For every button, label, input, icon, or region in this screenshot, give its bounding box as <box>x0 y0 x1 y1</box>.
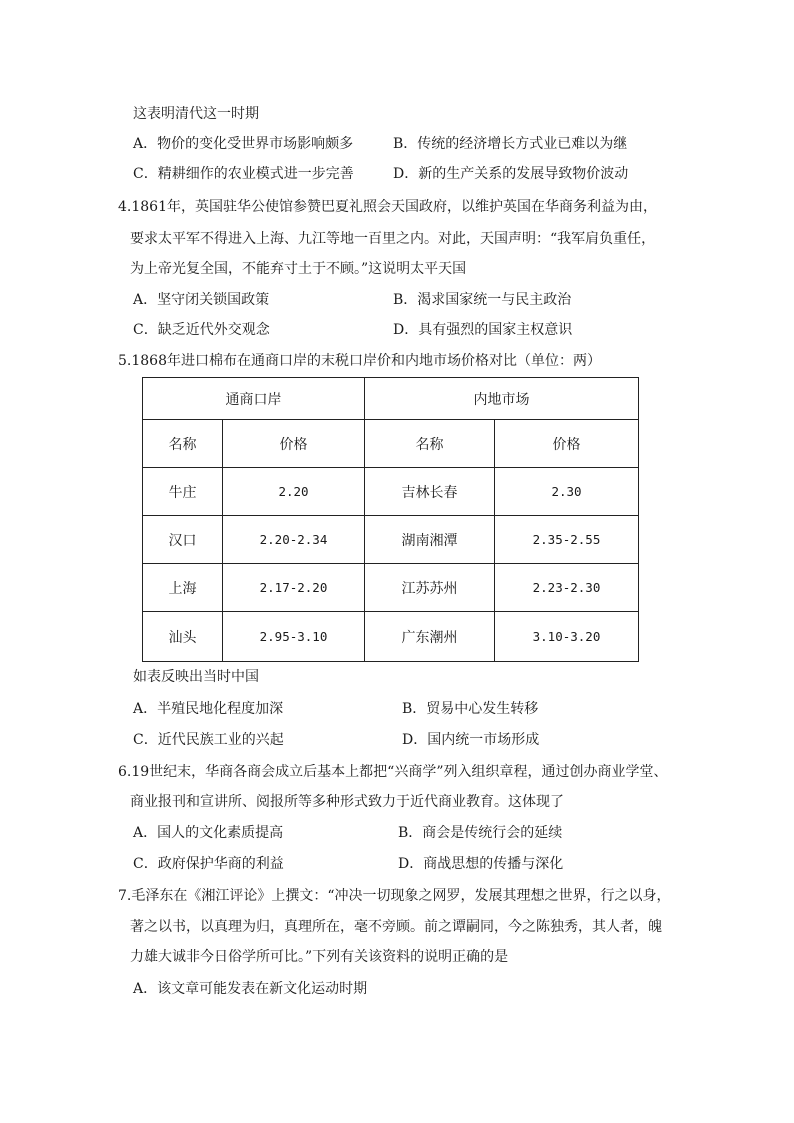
q4-stem-line-1: 4.1861年，英国驻华公使馆参赞巴夏礼照会天国政府，以维护英国在华商务利益为由， <box>118 199 657 215</box>
q4-option-c: C．缺乏近代外交观念 <box>133 322 270 338</box>
port-name: 汕头 <box>143 612 223 662</box>
q6-option-a: A．国人的文化素质提高 <box>133 825 284 841</box>
q6-stem-line-2: 商业报刊和宣讲所、阅报所等多种形式致力于近代商业教育。这体现了 <box>130 794 564 810</box>
q3-option-a: A．物价的变化受世界市场影响颇多 <box>133 136 354 152</box>
inland-price: 2.23-2.30 <box>495 564 639 612</box>
q7-option-a: A．该文章可能发表在新文化运动时期 <box>133 981 368 997</box>
table-col-header-row <box>143 420 639 468</box>
q5-question: 如表反映出当时中国 <box>133 669 259 685</box>
q7-stem-line-1: 7.毛泽东在《湘江评论》上撰文：“冲决一切现象之网罗，发展其理想之世界，行之以身， <box>118 888 671 904</box>
q6-option-c: C．政府保护华商的利益 <box>133 856 284 872</box>
q4-option-b: B．渴求国家统一与民主政治 <box>393 292 572 308</box>
q7-stem-line-3: 力雄大诚非今日俗学所可比。”下列有关该资料的说明正确的是 <box>130 949 509 965</box>
col-header-price: 价格 <box>223 420 365 468</box>
q4-stem-line-3: 为上帝光复全国，不能弃寸土于不顾。”这说明太平天国 <box>130 261 467 277</box>
q5-title: 5.1868年进口棉布在通商口岸的末税口岸价和内地市场价格对比（单位：两） <box>118 353 601 369</box>
table-row <box>143 612 639 662</box>
port-price: 2.20 <box>223 468 365 516</box>
port-name: 上海 <box>143 564 223 612</box>
q3-stem-tail: 这表明清代这一时期 <box>133 106 259 122</box>
q4-option-d: D．具有强烈的国家主权意识 <box>393 322 573 338</box>
q4-option-a: A．坚守闭关锁国政策 <box>133 292 270 308</box>
table-group-header-row <box>143 378 639 420</box>
q4-stem-line-2: 要求太平军不得进入上海、九江等地一百里之内。对此，天国声明：“我军肩负重任， <box>130 231 656 247</box>
q6-stem-line-1: 6.19世纪末，华商各商会成立后基本上都把“兴商学”列入组织章程，通过创办商业学堂、 <box>118 764 668 780</box>
port-price: 2.17-2.20 <box>223 564 365 612</box>
col-header-name: 名称 <box>143 420 223 468</box>
col-header-name: 名称 <box>365 420 495 468</box>
inland-name: 广东潮州 <box>365 612 495 662</box>
group-header-treaty-ports: 通商口岸 <box>143 378 365 420</box>
inland-price: 3.10-3.20 <box>495 612 639 662</box>
q6-option-d: D．商战思想的传播与深化 <box>398 856 564 872</box>
inland-price: 2.35-2.55 <box>495 516 639 564</box>
port-name: 牛庄 <box>143 468 223 516</box>
port-name: 汉口 <box>143 516 223 564</box>
q6-option-b: B．商会是传统行会的延续 <box>398 825 563 841</box>
q3-option-b: B．传统的经济增长方式业已难以为继 <box>393 136 628 152</box>
q5-option-a: A．半殖民地化程度加深 <box>133 701 284 717</box>
inland-name: 吉林长春 <box>365 468 495 516</box>
table-row <box>143 468 639 516</box>
group-header-inland-market: 内地市场 <box>365 378 639 420</box>
q5-option-c: C．近代民族工业的兴起 <box>133 732 284 748</box>
q5-option-d: D．国内统一市场形成 <box>402 732 540 748</box>
port-price: 2.95-3.10 <box>223 612 365 662</box>
q5-option-b: B．贸易中心发生转移 <box>402 701 539 717</box>
price-comparison-table <box>142 377 639 662</box>
q7-stem-line-2: 著之以书，以真理为归，真理所在，毫不旁顾。前之谭嗣同，今之陈独秀，其人者，魄 <box>130 919 662 935</box>
inland-price: 2.30 <box>495 468 639 516</box>
port-price: 2.20-2.34 <box>223 516 365 564</box>
inland-name: 湖南湘潭 <box>365 516 495 564</box>
q3-option-d: D．新的生产关系的发展导致物价波动 <box>393 166 629 182</box>
table-row <box>143 564 639 612</box>
q3-option-c: C．精耕细作的农业模式进一步完善 <box>133 166 354 182</box>
table-row <box>143 516 639 564</box>
col-header-price: 价格 <box>495 420 639 468</box>
inland-name: 江苏苏州 <box>365 564 495 612</box>
